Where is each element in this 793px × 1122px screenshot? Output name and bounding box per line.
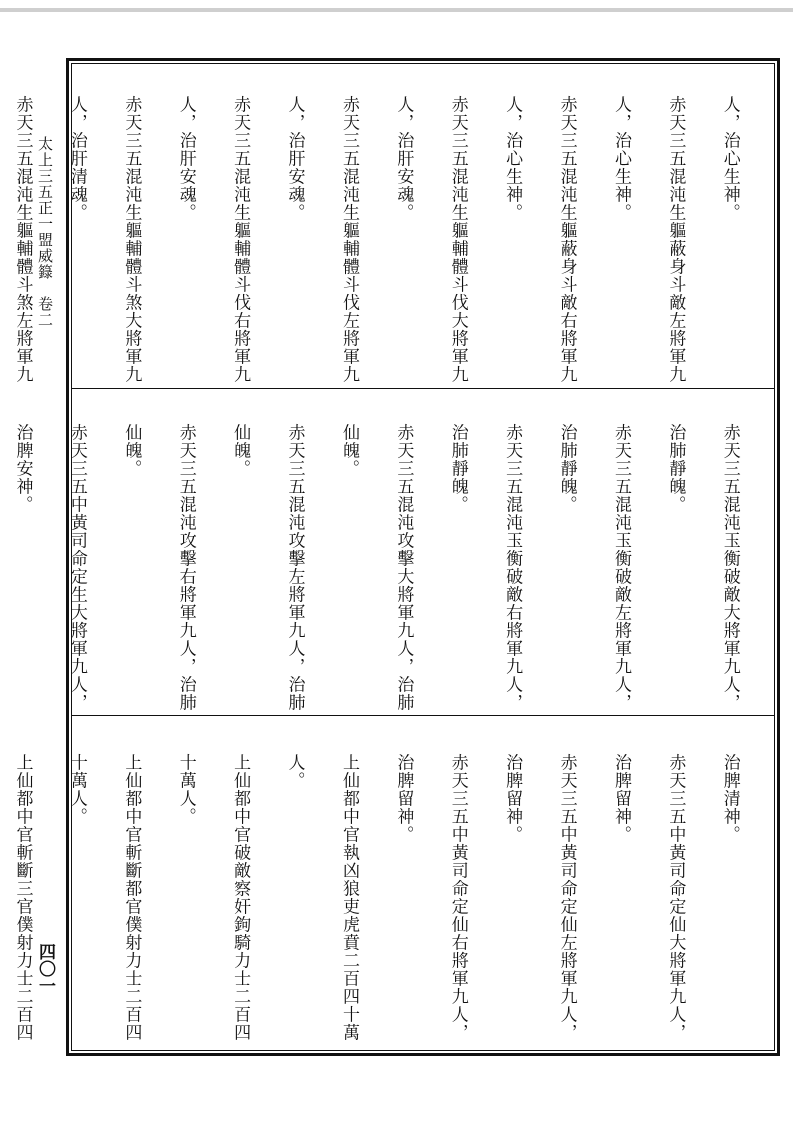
text-column: 人。 <box>284 753 305 790</box>
text-column: 人，治肝清魂。 <box>66 95 87 222</box>
text-column: 治脾留神。 <box>393 753 414 844</box>
text-column: 人，治心生神。 <box>610 95 631 222</box>
section-divider-2 <box>71 715 775 716</box>
text-column: 赤天三五混沌生軀輔體斗伐右將軍九 <box>230 95 251 384</box>
text-column: 赤天三五混沌玉衡破敵大將軍九人， <box>719 423 740 712</box>
text-column: 赤天三五混沌生軀輔體斗煞左將軍九 <box>12 95 33 384</box>
text-column: 人，治肝安魂。 <box>284 95 305 222</box>
text-column: 赤天三五中黃司命定仙左將軍九人， <box>556 753 577 1042</box>
text-column: 治脾留神。 <box>502 753 523 844</box>
text-column: 人，治心生神。 <box>719 95 740 222</box>
section-divider-1 <box>71 388 775 389</box>
text-column: 十萬人。 <box>66 753 87 826</box>
text-column: 赤天三五混沌玉衡破敵右將軍九人， <box>502 423 523 712</box>
text-column: 上仙都中官執凶狼吏虎賁二百四十萬 <box>338 753 359 1042</box>
text-column: 仙魄。 <box>121 423 142 478</box>
text-column: 赤天三五混沌生軀蔽身斗敵右將軍九 <box>556 95 577 384</box>
text-column: 赤天三五混沌玉衡破敵左將軍九人， <box>610 423 631 712</box>
text-column: 治脾安神。 <box>12 423 33 514</box>
text-column: 人，治心生神。 <box>502 95 523 222</box>
text-column: 人，治肝安魂。 <box>175 95 196 222</box>
text-column: 上仙都中官破敵察奸鉤騎力士二百四 <box>230 753 251 1042</box>
section-2-vertical-text <box>0 398 770 712</box>
text-column: 赤天三五中黃司命定生大將軍九人， <box>66 423 87 712</box>
text-column: 治肺靜魄。 <box>447 423 468 514</box>
page-number: 四〇一 <box>35 943 55 994</box>
text-column: 上仙都中官斬斷都官僕射力士二百四 <box>121 753 142 1042</box>
text-column: 赤天三五混沌生軀輔體斗煞大將軍九 <box>121 95 142 384</box>
section-1-vertical-text <box>0 70 770 384</box>
text-column: 人，治肝安魂。 <box>393 95 414 222</box>
text-column: 赤天三五混沌生軀蔽身斗敵左將軍九 <box>665 95 686 384</box>
text-column: 治肺靜魄。 <box>556 423 577 514</box>
text-column: 治脾留神。 <box>610 753 631 844</box>
text-column: 仙魄。 <box>230 423 251 478</box>
text-column: 赤天三五混沌攻擊左將軍九人，治肺 <box>284 423 305 712</box>
section-3-vertical-text <box>0 728 770 1046</box>
text-column: 仙魄。 <box>338 423 359 478</box>
text-column: 赤天三五混沌生軀輔體斗伐左將軍九 <box>338 95 359 384</box>
scan-edge-line <box>0 8 793 12</box>
text-column: 上仙都中官斬斷三官僕射力士二百四 <box>12 753 33 1042</box>
text-column: 赤天三五混沌攻擊大將軍九人，治肺 <box>393 423 414 712</box>
text-section-2 <box>12 398 770 712</box>
text-column: 赤天三五中黃司命定仙大將軍九人， <box>665 753 686 1042</box>
text-column: 十萬人。 <box>175 753 196 826</box>
text-column: 赤天三五混沌攻擊右將軍九人，治肺 <box>175 423 196 712</box>
text-column: 赤天三五混沌生軀輔體斗伐大將軍九 <box>447 95 468 384</box>
text-column: 治脾清神。 <box>719 753 740 844</box>
text-column: 治肺靜魄。 <box>665 423 686 514</box>
running-header-title: 太上三五正一盟威籙 卷二 <box>36 136 54 328</box>
text-column: 赤天三五中黃司命定仙右將軍九人， <box>447 753 468 1042</box>
